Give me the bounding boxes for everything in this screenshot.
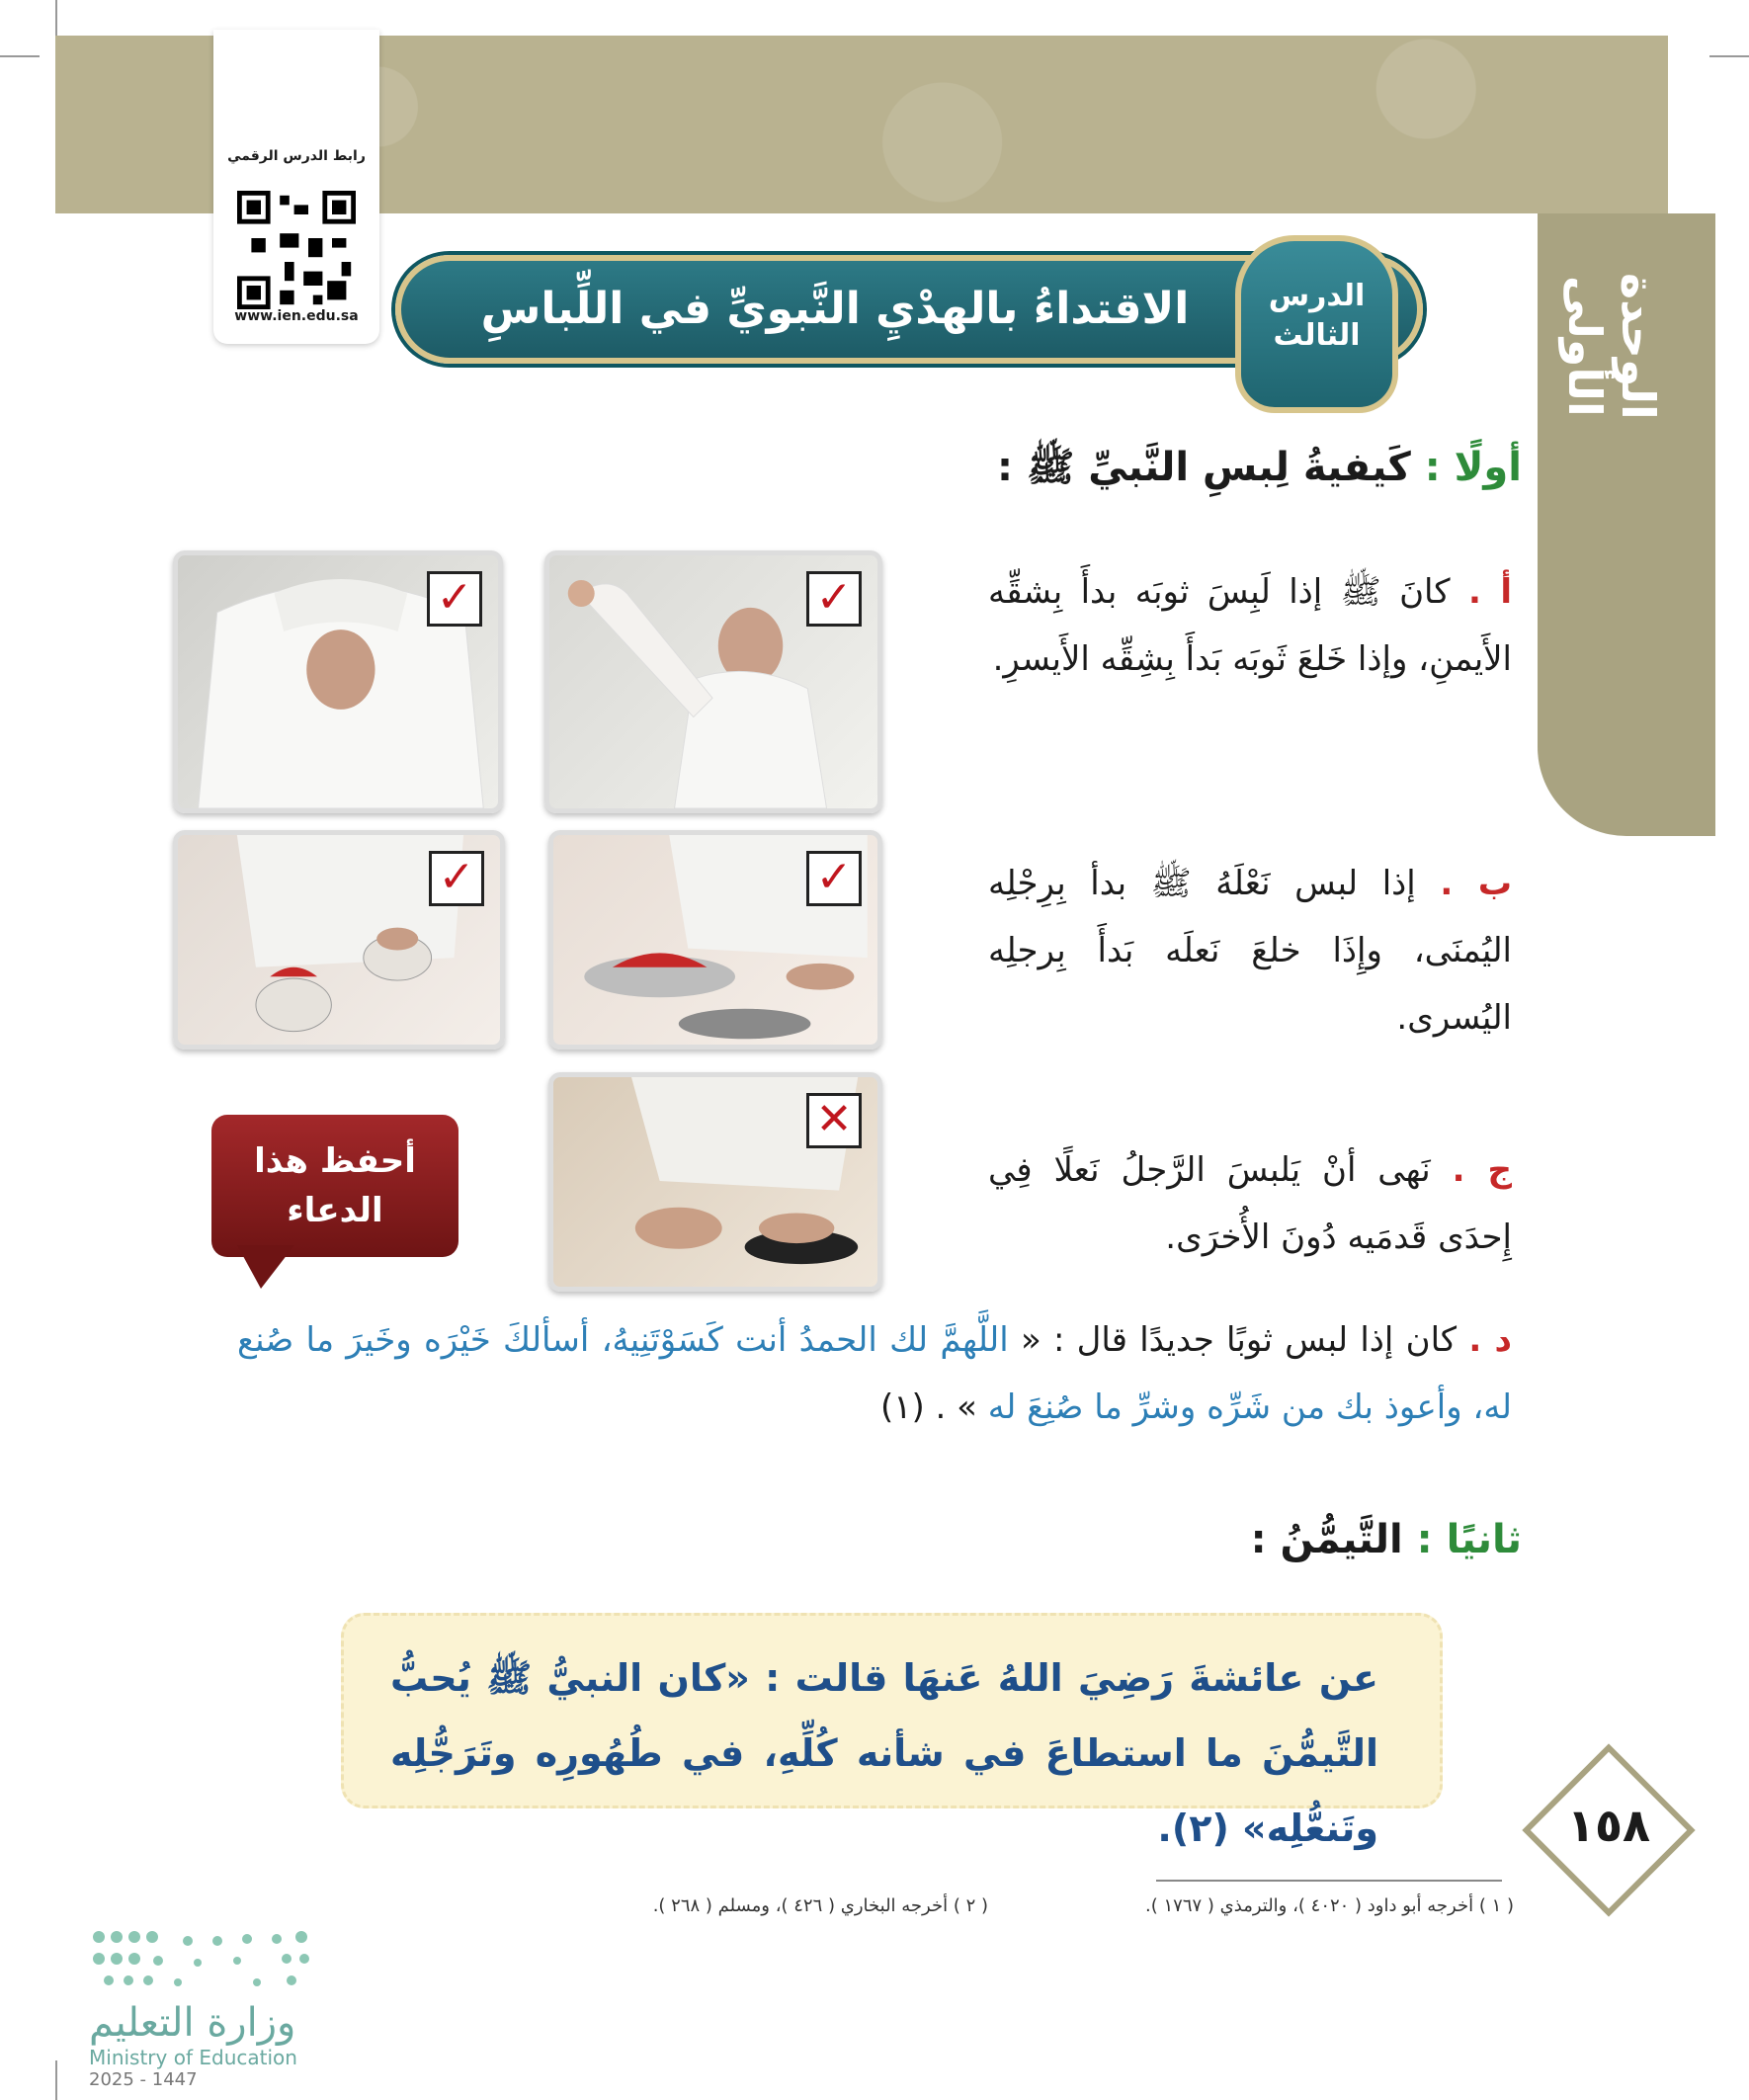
photo-one-sandal-forbidden	[548, 1072, 882, 1292]
photo-left-foot-sandal	[173, 830, 505, 1050]
memorize-note-tail	[237, 1245, 294, 1289]
crop-mark	[0, 55, 40, 57]
photo-wear-left-sleeve	[173, 550, 503, 813]
item-a-letter: أ .	[1468, 572, 1512, 612]
item-c-letter: ج .	[1452, 1150, 1513, 1190]
section1-heading	[997, 443, 1522, 500]
ministry-logo	[89, 1927, 336, 2090]
photo-right-foot-sandal	[548, 830, 882, 1050]
item-b-letter: ب .	[1440, 864, 1512, 903]
footnote-divider	[1156, 1880, 1502, 1882]
item-d-intro: كان إذا لبس ثوبًا جديدًا قال : «	[1020, 1320, 1458, 1360]
crop-mark	[55, 0, 57, 40]
qr-label: رابط الدرس الرقمي	[227, 148, 366, 164]
item-d-letter: د .	[1468, 1320, 1512, 1360]
footnote-2: ( ٢ ) أخرجه البخاري ( ٤٢٦ )، ومسلم ( ٢٦٨ ).	[652, 1895, 988, 1916]
hadith-text: عن عائشةَ رَضِيَ اللهُ عَنهَا قالت : «كان النبيُّ ﷺ يُحبُّ التَّيمُّنَ ما استطاعَ في شأنه كُلِّهِ، في طُهُورِه وتَرَجُّلِه وتَنعُّلِه» (٢).	[390, 1656, 1378, 1850]
section2-title: التَّيمُّنُ :	[1250, 1517, 1403, 1562]
item-a-text: كانَ ﷺ إذا لَبِسَ ثوبَه بدأَ بِشقِّه الأَيمنِ، وإذا خَلعَ ثَوبَه بَدأَ بِشِقِّه الأَيسرِ.	[988, 572, 1512, 679]
item-c	[988, 1136, 1512, 1271]
crop-mark	[1709, 55, 1749, 57]
crop-mark	[55, 2060, 57, 2100]
edition-year: 2025 - 1447	[89, 2069, 198, 2090]
ministry-dots-icon	[89, 1927, 316, 1996]
item-c-text: نَهى أنْ يَلبسَ الرَّجلُ نَعلًا فِي إِحدَى قَدمَيه دُونَ الأُخرَى.	[988, 1150, 1512, 1257]
footnote-1: ( ١ ) أخرجه أبو داود ( ٤٠٢٠ )، والترمذي ( ١٧٦٧ ).	[1145, 1895, 1514, 1916]
section1-num: أولًا :	[1424, 445, 1522, 490]
section2-num: ثانيًا :	[1416, 1517, 1522, 1562]
qr-card[interactable]	[213, 30, 379, 344]
memorize-note: أحفظ هذا الدعاء	[211, 1115, 458, 1257]
page-number: ١٥٨	[1566, 1799, 1651, 1852]
item-d	[237, 1306, 1512, 1441]
qr-code-icon	[237, 176, 356, 324]
lesson-badge: الدرس الثالث	[1235, 235, 1398, 413]
item-a	[988, 558, 1512, 693]
check-icon: ✓	[429, 851, 484, 906]
check-icon: ✓	[806, 851, 862, 906]
section1-title: كَيفيةُ لِبسِ النَّبيِّ ﷺ :	[997, 445, 1411, 490]
section2-heading	[1251, 1517, 1522, 1562]
qr-url[interactable]: www.ien.edu.sa	[234, 308, 359, 324]
item-b	[988, 850, 1512, 1051]
item-d-end: » . (١)	[879, 1387, 977, 1427]
item-b-text: إذا لبس نَعْلَهُ ﷺ بدأ بِرِجْلِه اليُمنَى، وإِذَا خلعَ نَعلَه بَدأَ بِرجلِه اليُسرى.	[988, 864, 1512, 1038]
ministry-name-en: Ministry of Education	[89, 2046, 297, 2069]
ministry-name-ar: وزارة التعليم	[89, 2000, 296, 2046]
item-d-dua: اللَّهمَّ لك الحمدُ أنت كَسَوْتَنِيهُ، أسألكَ خَيْرَه وخَيرَ ما صُنع له، وأعوذ بك من شَرِّه وشرِّ ما صُنِعَ له	[237, 1320, 1512, 1427]
check-icon: ✓	[427, 571, 482, 627]
unit-title: الوحدة الأولى	[1558, 272, 1665, 420]
cross-icon: ✕	[806, 1093, 862, 1148]
lesson-title: الاقتداءُ بالهدْيِ النَّبويِّ في اللِّباسِ	[480, 284, 1190, 334]
check-icon: ✓	[806, 571, 862, 627]
photo-wear-right-sleeve	[544, 550, 882, 813]
